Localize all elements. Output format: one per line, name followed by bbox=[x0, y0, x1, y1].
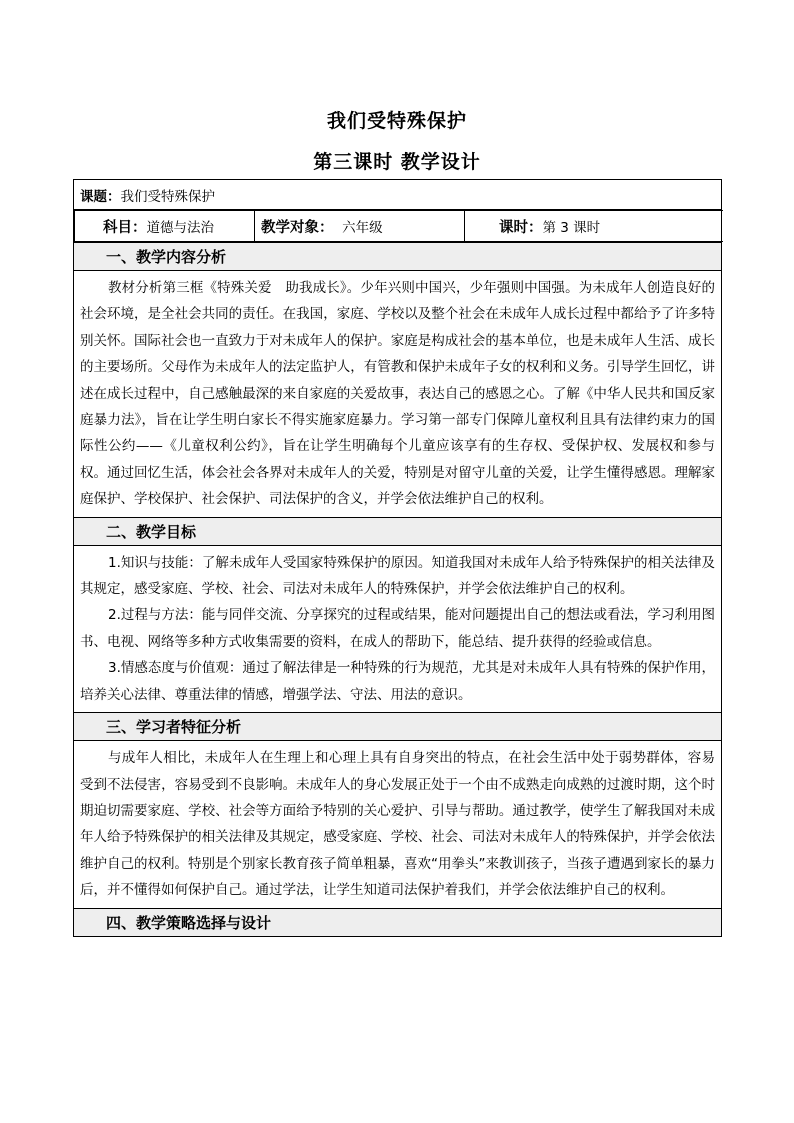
section-4-heading-row bbox=[74, 908, 722, 936]
period-value: 第 3 课时 bbox=[542, 219, 601, 236]
section-2-body-row bbox=[74, 545, 722, 712]
section-3-heading-row bbox=[74, 713, 722, 741]
info-cell bbox=[74, 210, 722, 243]
section-1-body-row bbox=[74, 271, 722, 518]
info-row bbox=[74, 210, 722, 243]
lesson-plan-table bbox=[73, 179, 722, 937]
section-3-paragraph: 与成年人相比，未成年人在生理上和心理上具有自身突出的特点，在社会生活中处于弱势群体，容易受到不法侵害，容易受到不良影响。未成年人的身心发展正处于一个由不成熟走向成熟的过渡时期，这个时期迫切需要家庭、学校、社会等方面给予特别的关心爱护、引导与帮助。通过教学，使学生了解我国对未成年人给予特殊保护的相关法律及其规定，感受家庭、学校、社会、司法对未成年人的特殊保护，并学会依法维护自己的权利。特别是个别家长教育孩子简单粗暴，喜欢“用拳头”来教训孩子，当孩子遭遇到家长的暴力后，并不懂得如何保护自己。通过学法，让学生知道司法保护着我们，并学会依法维护自己的权利。 bbox=[80, 750, 715, 899]
section-2-paragraph-2: 2.过程与方法：能与同伴交流、分享探究的过程或结果，能对问题提出自己的想法或看法，学习利用图书、电视、网络等多种方式收集需要的资料，在成人的帮助下，能总结、提升获得的经验或信息。 bbox=[80, 607, 715, 650]
period-cell bbox=[465, 211, 723, 242]
audience-value: 六年级 bbox=[342, 219, 383, 236]
section-1-paragraph: 教材分析第三框《特殊关爱 助我成长》。少年兴则中国兴，少年强则中国强。为未成年人创造良好的社会环境，是全社会共同的责任。在我国，家庭、学校以及整个社会在未成年人成长过程中都给予了许多特别关怀。国际社会也一直致力于对未成年人的保护。家庭是构成社会的基本单位，也是未成年人生活、成长的主要场所。父母作为未成年人的法定监护人，有管教和保护未成年子女的权利和义务。引导学生回忆，讲述在成长过程中，自己感触最深的来自家庭的关爱故事，表达自己的感恩之心。了解《中华人民共和国反家庭暴力法》，旨在让学生明白家长不得实施家庭暴力。学习第一部专门保障儿童权利且具有法律约束力的国际性公约——《儿童权利公约》，旨在让学生明确每个儿童应该享有的生存权、受保护权、发展权和参与权。通过回忆生活，体会社会各界对未成年人的关爱，特别是对留守儿童的关爱，让学生懂得感恩。理解家庭保护、学校保护、社会保护、司法保护的含义，并学会依法维护自己的权利。 bbox=[80, 280, 715, 508]
document-subtitle: 第三课时 教学设计 bbox=[313, 151, 481, 173]
section-3-body-row bbox=[74, 741, 722, 908]
section-2-heading-row bbox=[74, 517, 722, 545]
info-table bbox=[74, 210, 723, 242]
subject-value: 道德与法治 bbox=[146, 219, 214, 236]
course-label: 课题： bbox=[80, 188, 121, 205]
audience-label: 教学对象： bbox=[261, 219, 334, 236]
section-1-heading: 一、教学内容分析 bbox=[74, 243, 722, 271]
section-2-heading: 二、教学目标 bbox=[74, 517, 722, 545]
section-3-body bbox=[74, 741, 722, 908]
audience-cell bbox=[255, 211, 465, 242]
section-2-body bbox=[74, 545, 722, 712]
course-value: 我们受特殊保护 bbox=[120, 188, 215, 205]
section-2-paragraph-1: 1.知识与技能：了解未成年人受国家特殊保护的原因。知道我国对未成年人给予特殊保护的相关法律及其规定，感受家庭、学校、社会、司法对未成年人的特殊保护，并学会依法维护自己的权利。 bbox=[80, 554, 715, 598]
subject-cell bbox=[75, 211, 255, 242]
section-3-heading: 三、学习者特征分析 bbox=[74, 713, 722, 741]
section-1-body bbox=[74, 271, 722, 518]
document-title: 我们受特殊保护 bbox=[326, 110, 467, 132]
section-4-heading: 四、教学策略选择与设计 bbox=[74, 908, 722, 936]
course-row bbox=[74, 180, 722, 210]
period-label: 课时： bbox=[499, 219, 543, 236]
section-1-heading-row bbox=[74, 243, 722, 271]
course-cell bbox=[74, 180, 722, 210]
subject-label: 科目： bbox=[103, 219, 147, 236]
section-2-paragraph-3: 3.情感态度与价值观：通过了解法律是一种特殊的行为规范，尤其是对未成年人具有特殊的保护作用，培养关心法律、尊重法律的情感，增强学法、守法、用法的意识。 bbox=[80, 660, 715, 703]
